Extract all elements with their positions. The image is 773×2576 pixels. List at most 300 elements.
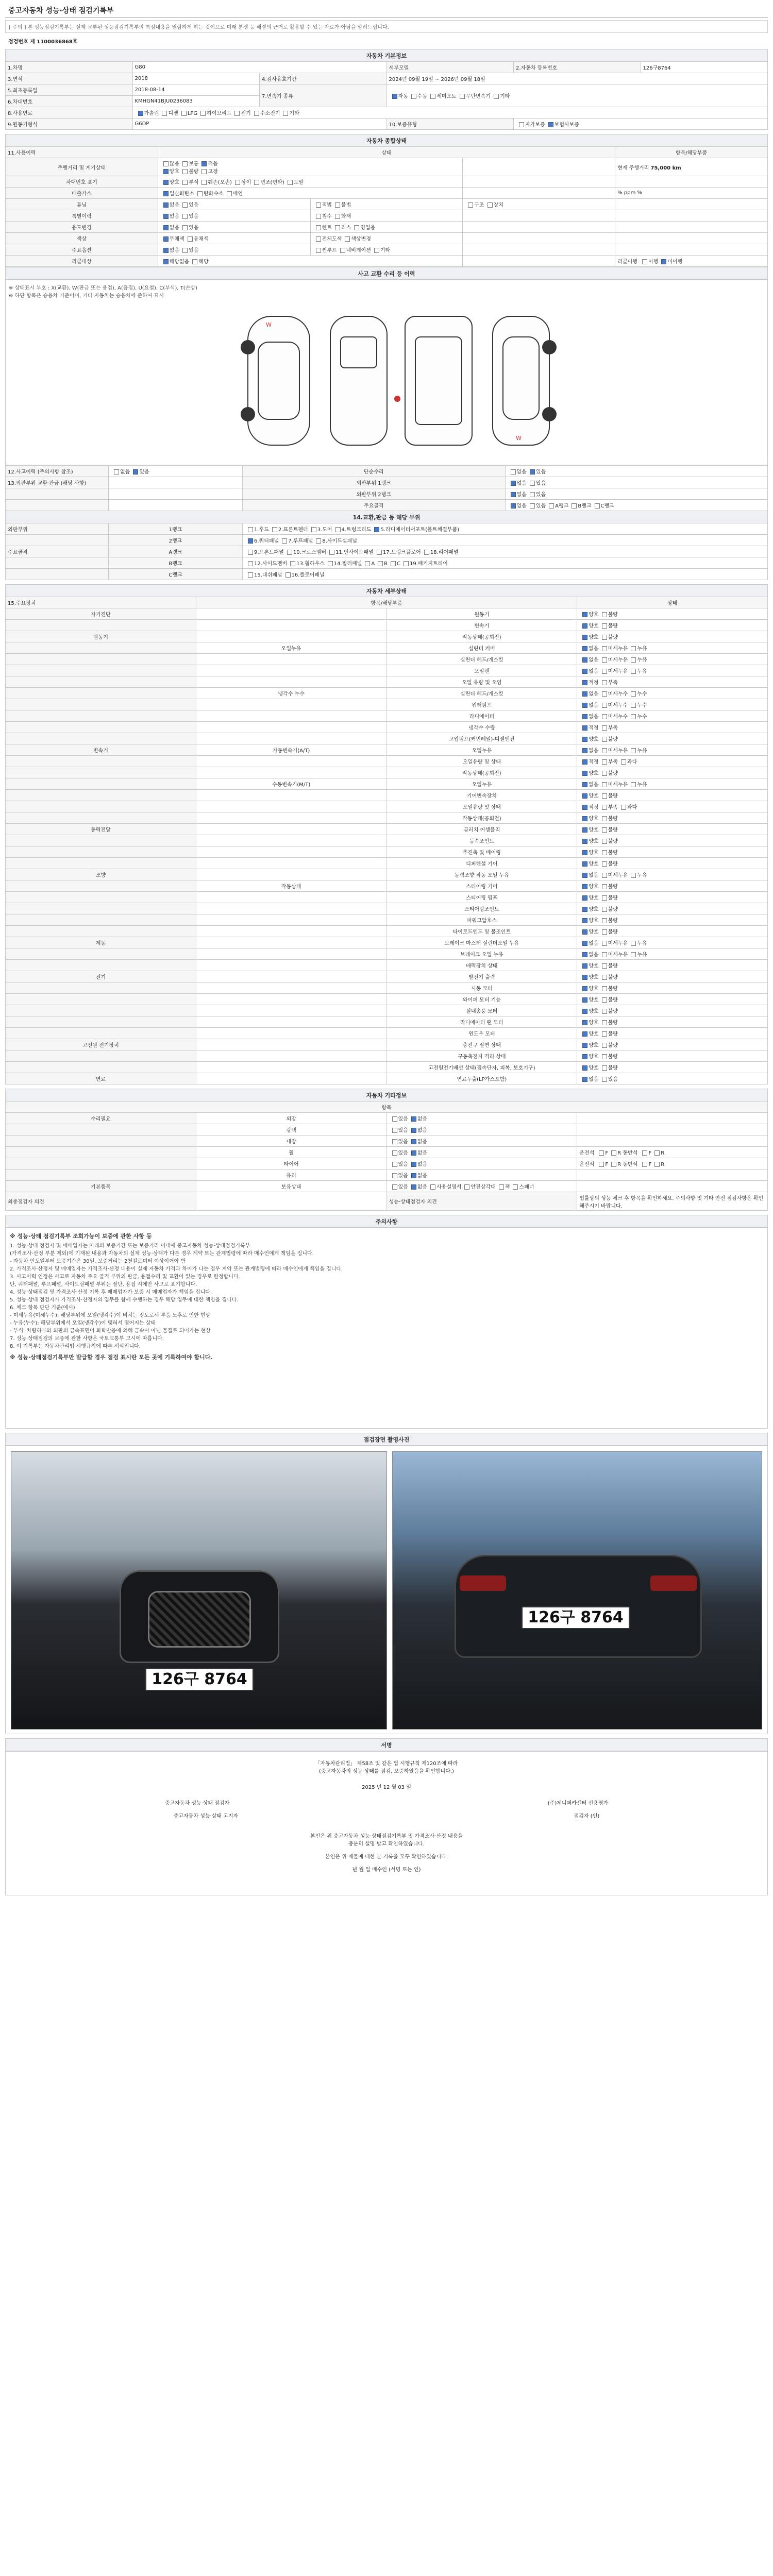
option-checkbox[interactable]: 양호: [579, 895, 598, 901]
option-checkbox[interactable]: 불량: [599, 737, 618, 742]
option-checkbox[interactable]: 스패너: [510, 1184, 534, 1190]
option-checkbox[interactable]: 5.라디에이터서포트(볼트체결부품): [371, 527, 459, 533]
option-checkbox[interactable]: 있음: [389, 1116, 408, 1122]
option-checkbox[interactable]: 적법: [313, 202, 332, 208]
option-checkbox[interactable]: 부족: [599, 680, 618, 686]
option-checkbox[interactable]: 불량: [599, 975, 618, 980]
option-checkbox[interactable]: 양호: [579, 827, 598, 833]
option-checkbox[interactable]: 없음: [408, 1116, 427, 1122]
detail-row: 오일누유 실린더 커버 없음 미세누유 누유: [6, 642, 768, 654]
option-checkbox[interactable]: 미세누유: [599, 782, 628, 788]
detail-row: 등속조인트 양호 불량: [6, 835, 768, 846]
option-checkbox[interactable]: 미세누유: [599, 941, 628, 946]
option-checkbox[interactable]: 부족: [599, 725, 618, 731]
option-checkbox[interactable]: 양호: [579, 1031, 598, 1037]
option-checkbox[interactable]: 있음: [179, 225, 198, 231]
option-checkbox[interactable]: 없음: [160, 248, 179, 253]
option-checkbox[interactable]: C: [388, 561, 400, 567]
option-checkbox[interactable]: 적정: [579, 680, 598, 686]
detail-row: 배력장치 상태 양호 불량: [6, 960, 768, 971]
detail-row: 냉각수 누수 실린더 헤드/개스킷 없음 미세누수 누수: [6, 688, 768, 699]
option-checkbox[interactable]: F: [596, 1162, 608, 1167]
option-checkbox[interactable]: 누유: [628, 646, 647, 652]
detail-row: 고전원 전기장치 충전구 절연 상태 양호 불량: [6, 1039, 768, 1050]
option-checkbox[interactable]: 불량: [599, 861, 618, 867]
other-row: 휠 있음 없음 운전석 F R 동반석 F R: [6, 1147, 768, 1158]
option-checkbox[interactable]: 불량: [599, 884, 618, 890]
detail-row: 윈도우 모터 양호 불량: [6, 1028, 768, 1039]
option-checkbox[interactable]: 렌트: [313, 225, 332, 231]
option-checkbox[interactable]: F: [596, 1150, 608, 1156]
option-checkbox[interactable]: 있음: [179, 202, 198, 208]
detail-row: 오일유량 및 상태 적정 부족 과다: [6, 801, 768, 812]
option-checkbox[interactable]: 탄화수소: [194, 191, 224, 197]
detail-row: 변속기 양호 불량: [6, 620, 768, 631]
sign-line-2: (중고자동차의 성능·상태를 점검, 보증하였음을 확인합니다.): [319, 1769, 454, 1774]
option-checkbox[interactable]: 변조(변타): [251, 180, 284, 185]
detail-row: 실내송풍 모터 양호 불량: [6, 1005, 768, 1016]
option-checkbox[interactable]: 없음: [408, 1139, 427, 1145]
option-checkbox[interactable]: 불량: [599, 918, 618, 924]
detail-row: 타이로드엔드 및 볼조인트 양호 불량: [6, 926, 768, 937]
note-line: - 누유(누수): 해당부위에서 오일(냉각수)이 맺혀서 떨어지는 상태: [10, 1320, 156, 1326]
accident-row: 주요골격 없음 있음 A랭크 B랭크 C랭크: [6, 500, 768, 511]
option-checkbox[interactable]: 10.크로스멤버: [284, 550, 326, 555]
option-checkbox[interactable]: 세미오토: [427, 94, 457, 99]
option-checkbox[interactable]: 불량: [599, 793, 618, 799]
option-checkbox[interactable]: 보통: [179, 161, 198, 167]
option-checkbox[interactable]: 누유: [628, 669, 647, 674]
option-checkbox[interactable]: 있음: [130, 469, 149, 475]
option-checkbox[interactable]: 적정: [579, 725, 598, 731]
option-checkbox[interactable]: 불량: [599, 1020, 618, 1026]
option-checkbox[interactable]: 있음: [389, 1128, 408, 1133]
option-checkbox[interactable]: 없음: [579, 873, 598, 878]
option-checkbox[interactable]: 하이브리드: [197, 111, 231, 116]
option-checkbox[interactable]: 기타: [371, 248, 390, 253]
general-row: 주요옵션 없음 있음 썬루프 네비게이션 기타: [6, 244, 768, 256]
detail-row: 작동상태 스티어링 기어 양호 불량: [6, 880, 768, 892]
option-checkbox[interactable]: 없음: [508, 503, 527, 509]
option-checkbox[interactable]: 훼손(오손): [198, 180, 231, 185]
option-checkbox[interactable]: 13.휠하우스: [287, 561, 325, 567]
option-checkbox[interactable]: R: [651, 1162, 664, 1167]
notifier-label: 중고자동차 성능·상태 고지자: [173, 1814, 239, 1819]
detail-row: 고전원전기배선 상태(접속단자, 피복, 보호기구) 양호 불량: [6, 1062, 768, 1073]
option-checkbox[interactable]: 불량: [599, 986, 618, 992]
option-checkbox[interactable]: 불량: [599, 839, 618, 844]
option-checkbox[interactable]: 양호: [579, 929, 598, 935]
option-checkbox[interactable]: 양호: [579, 1009, 598, 1014]
option-checkbox[interactable]: 9.프론트패널: [245, 550, 284, 555]
detail-row: 시동 모터 양호 불량: [6, 982, 768, 994]
accident-row: 13.외판부위 교환·판금 (해당 사항) 외판부위 1랭크 없음 있음: [6, 477, 768, 488]
option-checkbox[interactable]: 양호: [579, 771, 598, 776]
option-checkbox[interactable]: 무채색: [160, 236, 184, 242]
option-checkbox[interactable]: 불량: [599, 827, 618, 833]
option-checkbox[interactable]: B랭크: [568, 503, 591, 509]
general-row: 주행거리 및 계기상태 많음 보통 적음 양호 불량 고장 현재 주행거리 75,000 km: [6, 158, 768, 176]
option-checkbox[interactable]: 고장: [198, 169, 217, 175]
option-checkbox[interactable]: 14.필러패널: [325, 561, 362, 567]
option-checkbox[interactable]: 미세누유: [599, 669, 628, 674]
option-checkbox[interactable]: 리스: [332, 225, 351, 231]
note-line: - 부식: 차량하부와 외판의 금속표면이 화학반응에 의해 금속이 아닌 물질로 되어가는 현상: [10, 1328, 211, 1334]
note-line: 2. 가격조사·산정자 및 매매업자는 가격조사·산정 내용이 실제 자동차 가격과 차이가 나는 경우 계약 또는 관계법령에 따라 매수인에게 책임을 집니다.: [10, 1266, 343, 1272]
basic-header: 자동차 기본정보: [6, 49, 768, 62]
option-checkbox[interactable]: 가솔린: [135, 111, 159, 116]
option-checkbox[interactable]: 없음: [579, 657, 598, 663]
option-checkbox[interactable]: 없음: [579, 782, 598, 788]
sign-line-6: 년 월 일 매수인 (서명 또는 인): [352, 1867, 421, 1873]
option-checkbox[interactable]: 1.후드: [245, 527, 269, 533]
option-checkbox[interactable]: 없음: [579, 952, 598, 958]
option-checkbox[interactable]: 미세누수: [599, 703, 628, 708]
option-checkbox[interactable]: 있음: [389, 1162, 408, 1167]
option-checkbox[interactable]: 없음: [579, 669, 598, 674]
option-checkbox[interactable]: 부족: [599, 759, 618, 765]
option-checkbox[interactable]: 양호: [160, 180, 179, 185]
option-checkbox[interactable]: 불량: [599, 907, 618, 912]
option-checkbox[interactable]: 양호: [579, 623, 598, 629]
option-checkbox[interactable]: 적정: [579, 759, 598, 765]
option-checkbox[interactable]: 없음: [408, 1184, 427, 1190]
basic-info-table: 자동차 기본정보 1.차명 G80 세부모델 2.자동차 등록번호 126구8764 3.연식 2018 4.검사유효기간 2024년 09월 19일 ~ 2026년 09월 18일 5.최초등록일 2018-08-14 7.변속기 종류 자동 수동 세미오토 무단변속기 기타 6.차대번호 KMHGN41BJU0236083 8.사용연료 가솔린 디젤 LPG 하이브리드 전기 수소전기 기타 9.원동기형식 G6DP 10.보증유형 자가보증 보험사보증: [5, 49, 768, 130]
accident-row: 12.사고이력 (주의사항 참조) 없음 있음 단순수리 없음 있음: [6, 466, 768, 477]
option-checkbox[interactable]: 17.트렁크플로어: [374, 550, 421, 555]
option-checkbox[interactable]: 네비게이션: [337, 248, 371, 253]
car-diagram: [5, 280, 768, 465]
option-checkbox[interactable]: 있음: [389, 1173, 408, 1179]
detail-row: 브레이크 오일 누유 없음 미세누유 누유: [6, 948, 768, 960]
photo-area: [5, 1446, 768, 1734]
option-checkbox[interactable]: 미세누유: [599, 748, 628, 754]
other-row: 타이어 있음 없음 운전석 F R 동반석 F R: [6, 1158, 768, 1170]
option-checkbox[interactable]: 침수: [313, 214, 332, 219]
option-checkbox[interactable]: 미세누유: [599, 952, 628, 958]
option-checkbox[interactable]: 19.패키지트레이: [400, 561, 448, 567]
option-checkbox[interactable]: 해당없음: [160, 259, 190, 265]
option-checkbox[interactable]: 상이: [232, 180, 251, 185]
option-checkbox[interactable]: 누수: [628, 714, 647, 720]
option-checkbox[interactable]: 불량: [599, 1009, 618, 1014]
option-checkbox[interactable]: 양호: [579, 907, 598, 912]
rear-photo: [392, 1451, 762, 1730]
note-line: 7. 성능·상태점검의 보증에 관한 사항은 국토교통부 고시에 따릅니다.: [10, 1336, 164, 1342]
option-checkbox[interactable]: 있음: [599, 1077, 618, 1082]
option-checkbox[interactable]: 누유: [628, 748, 647, 754]
option-checkbox[interactable]: A: [362, 561, 375, 567]
option-checkbox[interactable]: 불량: [599, 1065, 618, 1071]
option-checkbox[interactable]: 8.사이드실패널: [313, 538, 357, 544]
option-checkbox[interactable]: 누수: [628, 703, 647, 708]
option-checkbox[interactable]: 없음: [160, 225, 179, 231]
option-checkbox[interactable]: 과다: [618, 805, 637, 810]
diagram-header: [5, 267, 768, 280]
option-checkbox[interactable]: 양호: [579, 850, 598, 856]
document-title: 중고자동차 성능·상태 점검기록부: [5, 3, 768, 18]
option-checkbox[interactable]: 불량: [599, 963, 618, 969]
general-row: 차대번호 표기 양호 부식 훼손(오손) 상이 변조(변타) 도말: [6, 176, 768, 188]
general-row: 용도변경 없음 있음 렌트 리스 영업용: [6, 222, 768, 233]
option-checkbox[interactable]: 있음: [389, 1139, 408, 1145]
option-checkbox[interactable]: 과다: [618, 759, 637, 765]
notifier-sign: 점검자 (인): [574, 1814, 600, 1819]
option-checkbox[interactable]: 7.루프패널: [279, 538, 313, 544]
option-checkbox[interactable]: 없음: [579, 691, 598, 697]
option-checkbox[interactable]: 양호: [160, 169, 179, 175]
option-checkbox[interactable]: 불량: [599, 635, 618, 640]
option-checkbox[interactable]: 양호: [579, 963, 598, 969]
option-checkbox[interactable]: 기타: [280, 111, 299, 116]
option-checkbox[interactable]: C랭크: [592, 503, 614, 509]
option-checkbox[interactable]: 누유: [628, 782, 647, 788]
option-checkbox[interactable]: R: [651, 1150, 664, 1156]
option-checkbox[interactable]: 양호: [579, 1020, 598, 1026]
option-checkbox[interactable]: 없음: [508, 481, 527, 486]
other-info-table: 자동차 기타정보 항목 수리필요 외장 있음 없음 광택 있음 없음 내장 있음 없음 휠 있음 없음 운전석 F R 동반석 F R 타이어 있음 없음 운전석 F R 동반석 F R 유리 있음 없음 기본품목 보유상태 있음 없음 사용설명서 안전삼각대 잭 스패너 최종점검자 의견 성능·상태점검자 의견 법률상의 성능 체크 후 항목을 확인하세요. 주의사항 및 기타 안전 점검사항은 확인해주시기 바랍니다.: [5, 1089, 768, 1211]
option-checkbox[interactable]: 일산화탄소: [160, 191, 194, 197]
detail-row: 작동상태(공회전) 양호 불량: [6, 767, 768, 778]
option-checkbox[interactable]: 양호: [579, 975, 598, 980]
option-checkbox[interactable]: 안전삼각대: [461, 1184, 495, 1190]
option-checkbox[interactable]: 영업용: [351, 225, 375, 231]
option-checkbox[interactable]: 3.도어: [308, 527, 332, 533]
option-checkbox[interactable]: 해당: [189, 259, 208, 265]
option-checkbox[interactable]: 미이행: [658, 259, 682, 265]
option-checkbox[interactable]: LPG: [178, 111, 197, 116]
diagram-legend: ※ 상태표시 부호 : X(교환), W(판금 또는 용접), A(흠집), U(요철), C(부식), T(손상) ※ 하단 항목은 승용차 기준이며, 기타 자동차는 승용차에 준하여 표시: [9, 285, 197, 299]
detail-row: 스티어링조인트 양호 불량: [6, 903, 768, 914]
detail-row: 스티어링 펌프 양호 불량: [6, 892, 768, 903]
part-row: 2랭크 6.쿼터패널 7.루프패널 8.사이드실패널: [6, 535, 768, 546]
option-checkbox[interactable]: 양호: [579, 997, 598, 1003]
option-checkbox[interactable]: 매연: [224, 191, 243, 197]
sign-header: 서명: [6, 1739, 768, 1751]
detail-row: 구동축전지 격리 상태 양호 불량: [6, 1050, 768, 1062]
option-checkbox[interactable]: 있음: [527, 469, 546, 475]
option-checkbox[interactable]: 2.프론트펜더: [269, 527, 308, 533]
option-checkbox[interactable]: 불법: [332, 202, 351, 208]
option-checkbox[interactable]: 양호: [579, 1054, 598, 1060]
option-checkbox[interactable]: 수소전기: [251, 111, 280, 116]
option-checkbox[interactable]: 불량: [599, 1031, 618, 1037]
option-checkbox[interactable]: 있음: [527, 503, 546, 509]
rear-license-plate: 126구 8764: [522, 1606, 630, 1629]
option-checkbox[interactable]: 불량: [599, 623, 618, 629]
option-checkbox[interactable]: 양호: [579, 839, 598, 844]
option-checkbox[interactable]: 있음: [389, 1184, 408, 1190]
detail-row: 연료 연료누출(LP가스포함) 없음 있음: [6, 1073, 768, 1084]
option-checkbox[interactable]: 15.대쉬패널: [245, 572, 282, 578]
option-checkbox[interactable]: 양호: [579, 861, 598, 867]
option-checkbox[interactable]: 썬루프: [313, 248, 337, 253]
option-checkbox[interactable]: 불량: [599, 612, 618, 618]
option-checkbox[interactable]: 미세누수: [599, 714, 628, 720]
option-checkbox[interactable]: 장치: [484, 202, 503, 208]
option-checkbox[interactable]: 없음: [111, 469, 130, 475]
option-checkbox[interactable]: F: [639, 1162, 651, 1167]
option-checkbox[interactable]: 없음: [160, 214, 179, 219]
option-checkbox[interactable]: 디젤: [159, 111, 178, 116]
option-checkbox[interactable]: 없음: [408, 1173, 427, 1179]
option-checkbox[interactable]: 불량: [599, 771, 618, 776]
option-checkbox[interactable]: 도말: [284, 180, 304, 185]
note-line: 4. 성능·상태점검 및 가격조사·산정 기록 후 매매업자가 보증 시 매매업자가 책임을 집니다.: [10, 1290, 212, 1295]
detail-row: 조향 동력조향 작동 오일 누유 없음 미세누유 누유: [6, 869, 768, 880]
option-checkbox[interactable]: 미세누유: [599, 657, 628, 663]
option-checkbox[interactable]: 전체도색: [313, 236, 342, 242]
detail-row: 오일 유량 및 오염 적정 부족: [6, 676, 768, 688]
option-checkbox[interactable]: 누유: [628, 873, 647, 878]
option-checkbox[interactable]: R: [608, 1150, 621, 1156]
option-checkbox[interactable]: 부족: [599, 805, 618, 810]
option-checkbox[interactable]: 양호: [579, 793, 598, 799]
option-checkbox[interactable]: 없음: [579, 646, 598, 652]
option-checkbox[interactable]: 양호: [579, 737, 598, 742]
option-checkbox[interactable]: 유채색: [184, 236, 209, 242]
inspector-company: (주)제니퍼카센터 신용평가: [547, 1801, 609, 1806]
part-row: C랭크 15.대쉬패널 16.플로어패널: [6, 569, 768, 580]
detail-row: 동력전달 클러치 어셈블리 양호 불량: [6, 824, 768, 835]
option-checkbox[interactable]: 사용설명서: [427, 1184, 461, 1190]
option-checkbox[interactable]: 이행: [639, 259, 658, 265]
option-checkbox[interactable]: 없음: [408, 1150, 427, 1156]
option-checkbox[interactable]: 6.쿼터패널: [245, 538, 279, 544]
other-row: 광택 있음 없음: [6, 1124, 768, 1136]
option-checkbox[interactable]: 없음: [579, 703, 598, 708]
option-checkbox[interactable]: 12.사이드멤버: [245, 561, 287, 567]
option-checkbox[interactable]: 자가보증: [516, 122, 545, 128]
option-checkbox[interactable]: 화재: [332, 214, 351, 219]
detail-row: 제동 브레이크 마스터 실린더오일 누유 없음 미세누유 누유: [6, 937, 768, 948]
option-checkbox[interactable]: 없음: [408, 1128, 427, 1133]
option-checkbox[interactable]: 구조: [465, 202, 484, 208]
note-line: - 자동차 인도일부터 보증기간은 30일, 보증거리는 2천킬로미터 이상이어야 함: [10, 1259, 186, 1264]
svg-text:W: W: [266, 321, 272, 328]
inspector-label: 중고자동차 성능·상태 점검자: [164, 1801, 230, 1806]
other-row: 수리필요 외장 있음 없음: [6, 1113, 768, 1124]
option-checkbox[interactable]: 없음: [579, 748, 598, 754]
accident-row: 외판부위 2랭크 없음 있음: [6, 488, 768, 500]
option-checkbox[interactable]: 수동: [408, 94, 427, 99]
detail-row: 고압펌프(커먼레일)-디젤엔진 양호 불량: [6, 733, 768, 744]
option-checkbox[interactable]: 불량: [599, 1043, 618, 1048]
option-checkbox[interactable]: 불량: [599, 1054, 618, 1060]
option-checkbox[interactable]: 적음: [198, 161, 217, 167]
option-checkbox[interactable]: 11.인사이드패널: [326, 550, 374, 555]
option-checkbox[interactable]: B: [375, 561, 388, 567]
option-checkbox[interactable]: 있음: [527, 481, 546, 486]
option-checkbox[interactable]: 양호: [579, 918, 598, 924]
option-checkbox[interactable]: 불량: [179, 169, 198, 175]
option-checkbox[interactable]: F: [639, 1150, 651, 1156]
section-title: 사고 교환 수리 등 이력: [6, 267, 768, 280]
note-line: - 미세누유(미세누수): 해당부위에 오일(냉각수)이 비치는 정도로서 부품 노후로 인한 현상: [10, 1313, 211, 1318]
detail-row: 오일팬 없음 미세누유 누유: [6, 665, 768, 676]
option-checkbox[interactable]: 자동: [389, 94, 408, 99]
option-checkbox[interactable]: 누수: [628, 691, 647, 697]
option-checkbox[interactable]: 없음: [508, 469, 527, 475]
sign-line-4: 충분히 설명 받고 확인하였습니다.: [348, 1841, 425, 1847]
option-checkbox[interactable]: 없음: [579, 1077, 598, 1082]
option-checkbox[interactable]: 양호: [579, 884, 598, 890]
note-line: (가격조사·산정 부분 제외)에 기재된 내용과 자동차의 실제 성능·상태가 다른 경우 계약 또는 관계법령에 따라 매수인에게 책임을 집니다.: [10, 1251, 314, 1257]
option-checkbox[interactable]: 16.플로어패널: [282, 572, 325, 578]
option-checkbox[interactable]: 4.트렁크리드: [332, 527, 372, 533]
general-row: 배출가스 일산화탄소 탄화수소 매연 % ppm %: [6, 188, 768, 199]
option-checkbox[interactable]: 없음: [579, 714, 598, 720]
option-checkbox[interactable]: 미세누유: [599, 646, 628, 652]
option-checkbox[interactable]: 적정: [579, 805, 598, 810]
option-checkbox[interactable]: 잭: [496, 1184, 510, 1190]
option-checkbox[interactable]: 미세누유: [599, 873, 628, 878]
option-checkbox[interactable]: 없음: [579, 941, 598, 946]
option-checkbox[interactable]: 색상변경: [342, 236, 371, 242]
option-checkbox[interactable]: 양호: [579, 1065, 598, 1071]
detail-row: 와이퍼 모터 기능 양호 불량: [6, 994, 768, 1005]
option-checkbox[interactable]: A랭크: [546, 503, 568, 509]
option-checkbox[interactable]: 없음: [508, 492, 527, 498]
option-checkbox[interactable]: 불량: [599, 895, 618, 901]
option-checkbox[interactable]: 양호: [579, 816, 598, 822]
sign-line-5: 본인은 위 매물에 대한 본 기록을 모두 확인하였습니다.: [325, 1854, 448, 1860]
option-checkbox[interactable]: 없음: [160, 202, 179, 208]
option-checkbox[interactable]: 기타: [491, 94, 510, 99]
option-checkbox[interactable]: 누유: [628, 657, 647, 663]
option-checkbox[interactable]: 없음: [408, 1162, 427, 1167]
option-checkbox[interactable]: 많음: [160, 161, 179, 167]
option-checkbox[interactable]: 양호: [579, 1043, 598, 1048]
detail-row: 추진축 및 베어링 양호 불량: [6, 846, 768, 858]
notes-header: 주의사항: [6, 1215, 768, 1228]
sign-line-1: 「자동차관리법」 제58조 및 같은 법 시행규칙 제120조에 따라: [315, 1761, 458, 1767]
option-checkbox[interactable]: 불량: [599, 816, 618, 822]
general-row: 리콜대상 해당없음 해당 리콜이행 이행 미이행: [6, 256, 768, 267]
other-row: 내장 있음 없음: [6, 1136, 768, 1147]
option-checkbox[interactable]: 전기: [231, 111, 250, 116]
option-checkbox[interactable]: 불량: [599, 850, 618, 856]
option-checkbox[interactable]: 18.리어패널: [421, 550, 459, 555]
option-checkbox[interactable]: 있음: [389, 1150, 408, 1156]
option-checkbox[interactable]: 양호: [579, 986, 598, 992]
option-checkbox[interactable]: 양호: [579, 635, 598, 640]
note-line: 8. 이 기록부는 자동차관리법 시행규칙에 따른 서식입니다.: [10, 1344, 141, 1349]
note-line: 3. 사고이력 인정은 사고로 자동차 주요 골격 부위의 판금, 용접수리 및 교환이 있는 경우로 한정합니다.: [10, 1274, 240, 1280]
option-checkbox[interactable]: 양호: [579, 612, 598, 618]
notice-text: [ 주의 ] 본 성능점검기록부는 실제 교부된 성능점검기록부의 특점내용을 열람하게 하는 것이므로 미래 분쟁 등 해결의 근거로 활용할 수 있는 자료가 아님을 알려드립니다.: [5, 20, 768, 33]
general-row: 튜닝 없음 있음 적법 불법 구조 장치: [6, 199, 768, 210]
option-checkbox[interactable]: R: [608, 1162, 621, 1167]
option-checkbox[interactable]: 있음: [179, 214, 198, 219]
option-checkbox[interactable]: 미세누수: [599, 691, 628, 697]
option-checkbox[interactable]: 누유: [628, 941, 647, 946]
option-checkbox[interactable]: 부식: [179, 180, 198, 185]
detail-row: 실린더 헤드/개스킷 없음 미세누유 누유: [6, 654, 768, 665]
option-checkbox[interactable]: 누유: [628, 952, 647, 958]
general-status-table: 자동차 종합상태 11.사용이력 상태 항목/해당부품 주행거리 및 계기상태 많음 보통 적음 양호 불량 고장 현재 주행거리 75,000 km 차대번호 표기 양호 부식 훼손(오손) 상이 변조(변타) 도말 배출가스 일산화탄소 탄화수소 매연 % ppm % 튜닝 없음 있음 적법 불법 구조 장치 특별이력 없음 있음 침수 화재 용도변경 없음 있음 렌트 리스 영업용 색상 무채색 유채색 전체도색 색상변경 주요옵션 없음 있음 썬루프 네비게이션 기타 리콜대상 해당없음 해당 리콜이행 이행 미이행: [5, 134, 768, 267]
option-checkbox[interactable]: 있음: [179, 248, 198, 253]
car-outline-svg: [6, 301, 767, 461]
option-checkbox[interactable]: 불량: [599, 929, 618, 935]
detail-row: 원동기 작동상태(공회전) 양호 불량: [6, 631, 768, 642]
other-row: 유리 있음 없음: [6, 1170, 768, 1181]
option-checkbox[interactable]: 무단변속기: [457, 94, 491, 99]
detail-row: 오일유량 및 상태 적정 부족 과다: [6, 756, 768, 767]
option-checkbox[interactable]: 보험사보증: [545, 122, 579, 128]
option-checkbox[interactable]: 있음: [527, 492, 546, 498]
option-checkbox[interactable]: 불량: [599, 997, 618, 1003]
